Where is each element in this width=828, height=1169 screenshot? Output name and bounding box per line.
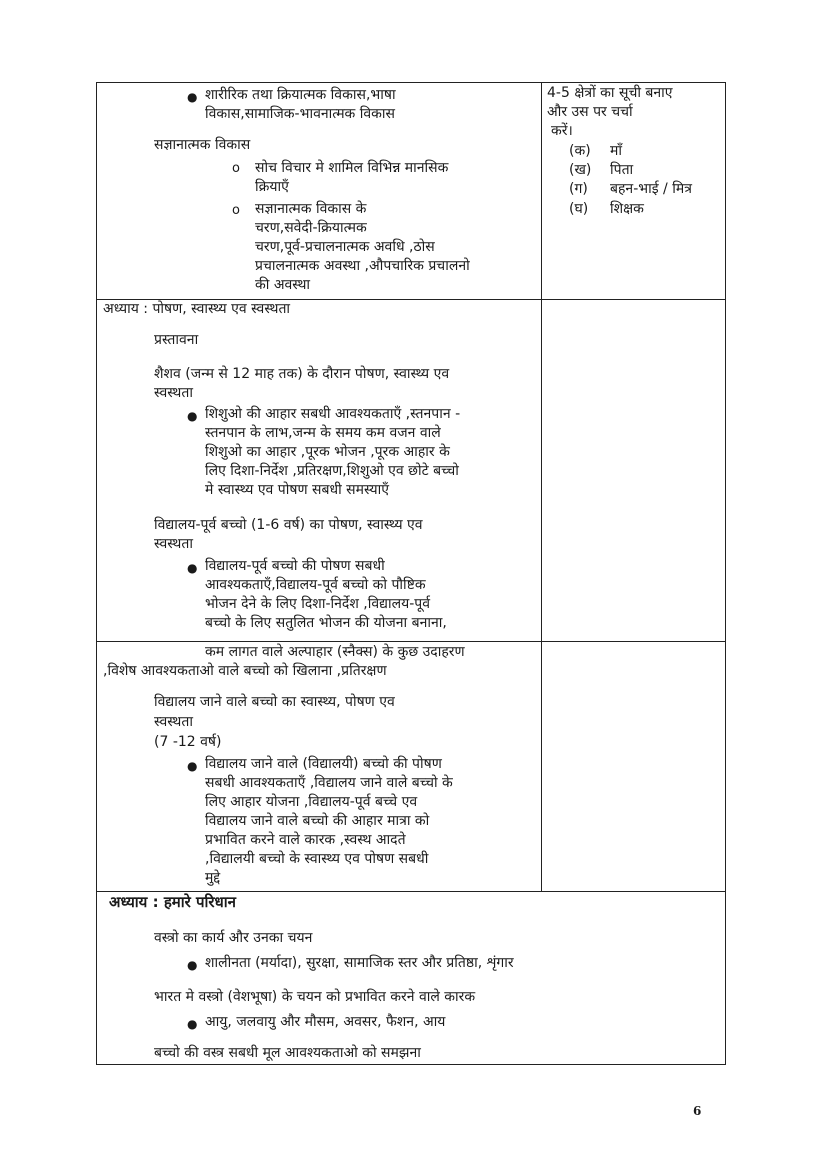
text-line: स्वस्थता xyxy=(154,536,193,552)
text-line: की अवस्था xyxy=(255,277,311,293)
text-line: विकास,सामाजिक-भावनात्मक विकास xyxy=(205,106,396,122)
text-line: स्वस्थता xyxy=(154,385,193,401)
circle-bullet-icon: o xyxy=(232,161,240,176)
list-item-marker: (क) xyxy=(569,143,591,159)
row2-right-cell xyxy=(542,300,726,642)
text-line: प्रस्तावना xyxy=(154,332,199,348)
text-line: बच्चो की वस्त्र सबधी मूल आवश्यकताओ को समझना xyxy=(154,1045,421,1061)
bullet-icon: ● xyxy=(187,90,198,104)
row3-left-cell xyxy=(97,642,542,892)
bullet-icon: ● xyxy=(187,409,198,423)
table-row xyxy=(97,83,726,300)
bullet-icon: ● xyxy=(187,958,198,972)
text-line: ,विद्यालयी बच्चो के स्वास्थ्य एव पोषण सबधी xyxy=(205,851,429,867)
syllabus-table xyxy=(96,82,726,1065)
text-line: विद्यालय-पूर्व बच्चो की पोषण सबधी xyxy=(205,558,385,574)
text-line: शारीरिक तथा क्रियात्मक विकास,भाषा xyxy=(205,87,396,103)
list-item: शिक्षक xyxy=(610,201,644,217)
row1-left-cell xyxy=(97,83,542,300)
bullet-icon: ● xyxy=(187,1017,198,1031)
text-line: मुद्दे xyxy=(205,870,221,886)
list-item-marker: (ग) xyxy=(569,181,588,197)
text-line: लिए दिशा-निर्देश ,प्रतिरक्षण,शिशुओ एव छोटे बच्चो xyxy=(205,463,459,479)
circle-bullet-icon: o xyxy=(232,203,240,218)
text-line: और उस पर चर्चा xyxy=(547,104,633,120)
text-line: ,विशेष आवश्यकताओ वाले बच्चो को खिलाना ,प्रतिरक्षण xyxy=(103,663,387,679)
chapter-heading: अध्याय : पोषण, स्वास्थ्य एव स्वस्थता xyxy=(103,301,291,317)
text-line: प्रचालनात्मक अवस्था ,औपचारिक प्रचालनो xyxy=(255,258,470,274)
text-line: प्रभावित करने वाले कारक ,स्वस्थ आदते xyxy=(205,832,406,848)
text-line: वस्त्रो का कार्य और उनका चयन xyxy=(154,930,313,946)
list-item: माँ xyxy=(610,143,622,159)
text-line: 4-5 क्षेत्रों का सूची बनाए xyxy=(547,85,673,101)
list-item: बहन-भाई / मित्र xyxy=(610,181,692,197)
table-row xyxy=(97,892,726,1065)
page-number: 6 xyxy=(693,1104,702,1118)
list-item-marker: (घ) xyxy=(569,201,589,217)
row2-left-cell xyxy=(97,300,542,642)
list-item-marker: (ख) xyxy=(569,162,592,178)
text-line: विद्यालय जाने वाले बच्चो का स्वास्थ्य, पोषण एव xyxy=(154,694,395,710)
row1-right-cell xyxy=(542,83,726,300)
text-line: बच्चो के लिए सतुलित भोजन की योजना बनाना, xyxy=(205,615,447,631)
text-line: भोजन देने के लिए दिशा-निर्देश ,विद्यालय-पूर्व xyxy=(205,596,431,612)
text-line: विद्यालय-पूर्व बच्चो (1-6 वर्ष) का पोषण, स्वास्थ्य एव xyxy=(154,517,423,533)
list-item: पिता xyxy=(610,162,634,178)
text-line: (7 -12 वर्ष) xyxy=(154,734,222,750)
text-line: लिए आहार योजना ,विद्यालय-पूर्व बच्चे एव xyxy=(205,794,418,810)
chapter-heading: अध्याय : हमारे परिधान xyxy=(109,893,236,911)
text-line: चरण,पूर्व-प्रचालनात्मक अवधि ,ठोस xyxy=(255,239,435,255)
table-row xyxy=(97,300,726,642)
bullet-icon: ● xyxy=(187,759,198,773)
text-line: कम लागत वाले अल्पाहार (स्नैक्स) के कुछ उदाहरण xyxy=(205,644,465,660)
text-line: विद्यालय जाने वाले बच्चो की आहार मात्रा को xyxy=(205,813,430,829)
text-line: मे स्वास्थ्य एव पोषण सबधी समस्याएँ xyxy=(205,482,389,498)
table-row xyxy=(97,642,726,892)
text-line: स्वस्थता xyxy=(154,714,193,730)
text-line: सज्ञानात्मक विकास xyxy=(154,137,251,153)
text-line: शिशुओ की आहार सबधी आवश्यकताएँ ,स्तनपान - xyxy=(205,406,461,422)
text-line: आवश्यकताएँ,विद्यालय-पूर्व बच्चो को पौष्टिक xyxy=(205,577,426,593)
text-line: स्तनपान के लाभ,जन्म के समय कम वजन वाले xyxy=(205,425,441,441)
row4-cell xyxy=(97,892,726,1065)
text-line: शालीनता (मर्यादा), सुरक्षा, सामाजिक स्तर और प्रतिष्ठा, शृंगार xyxy=(205,955,514,971)
text-line: शिशुओ का आहार ,पूरक भोजन ,पूरक आहार के xyxy=(205,444,450,460)
text-line: सोच विचार मे शामिल विभिन्न मानसिक xyxy=(255,160,449,176)
text-line: विद्यालय जाने वाले (विद्यालयी) बच्चो की पोषण xyxy=(205,756,442,772)
text-line: भारत मे वस्त्रो (वेशभूषा) के चयन को प्रभावित करने वाले कारक xyxy=(154,989,476,1005)
text-line: आयु, जलवायु और मौसम, अवसर, फैशन, आय xyxy=(205,1014,446,1030)
text-line: चरण,सवेदी-क्रियात्मक xyxy=(255,220,367,236)
bullet-icon: ● xyxy=(187,561,198,575)
text-line: क्रियाएँ xyxy=(255,179,289,195)
text-line: सबधी आवश्यकताएँ ,विद्यालय जाने वाले बच्चो के xyxy=(205,775,453,791)
text-line: सज्ञानात्मक विकास के xyxy=(255,201,367,217)
text-line: शैशव (जन्म से 12 माह तक) के दौरान पोषण, स्वास्थ्य एव xyxy=(154,366,450,382)
row3-right-cell xyxy=(542,642,726,892)
text-line: करें। xyxy=(551,123,573,139)
